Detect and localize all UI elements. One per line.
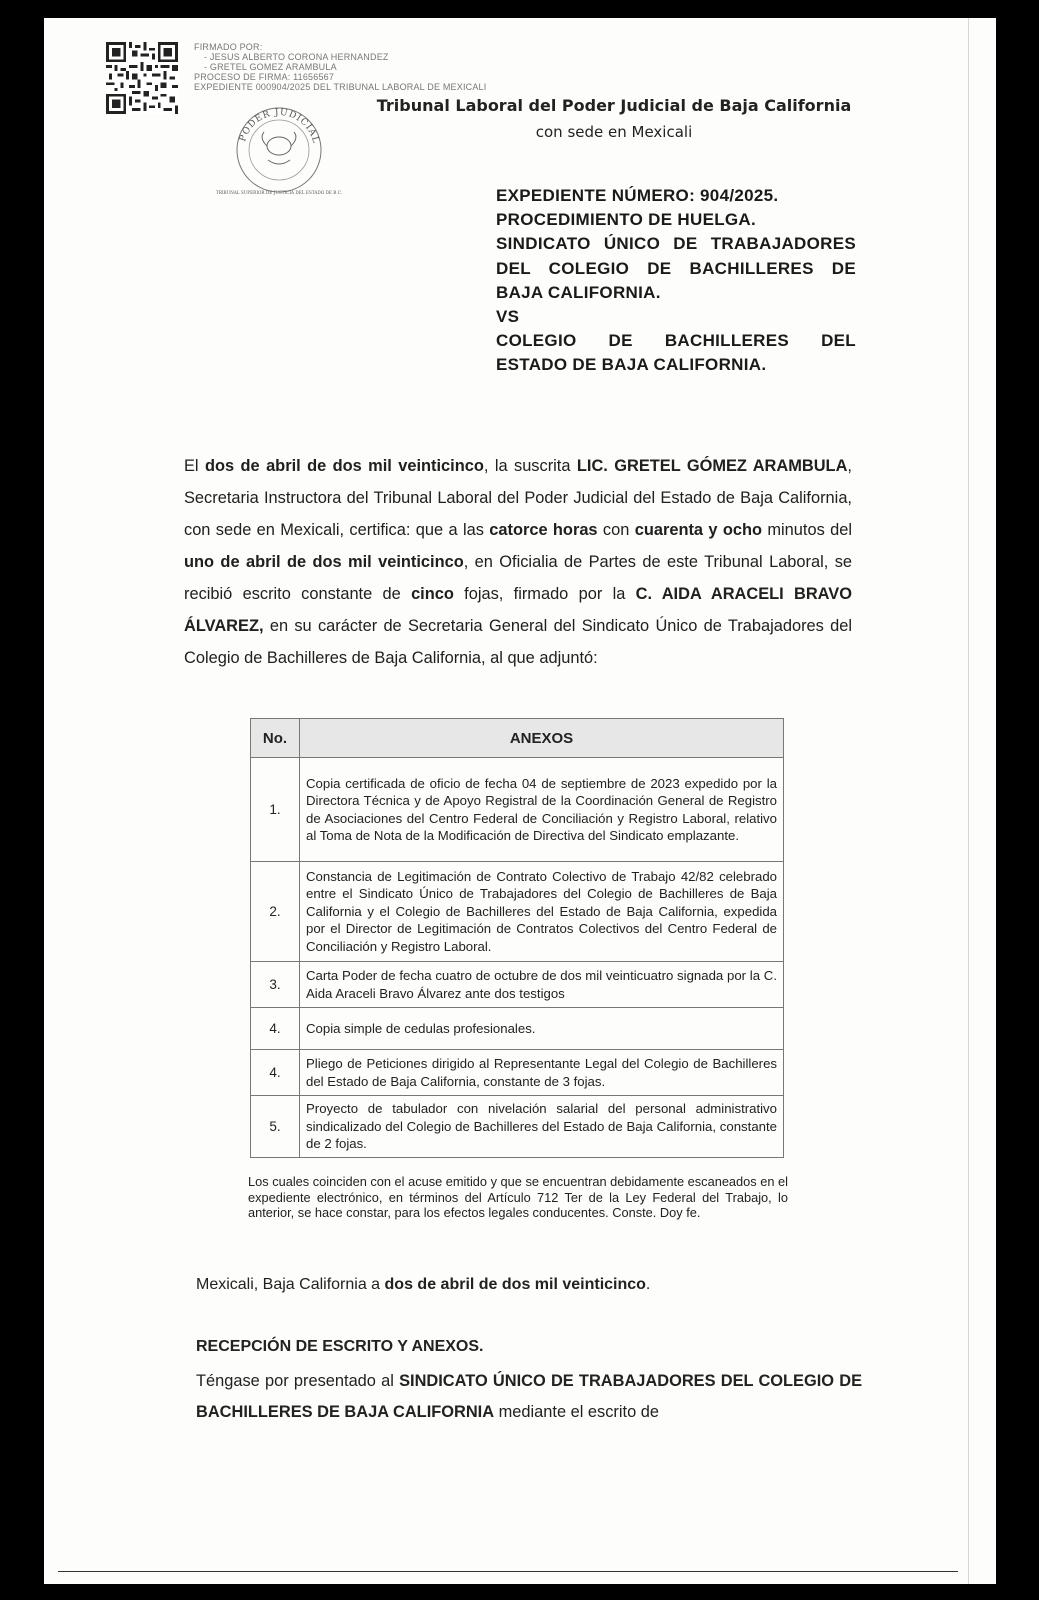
annex-description: Pliego de Peticiones dirigido al Representante Legal del Colegio de Bachilleres del Estado de Baja California, constante de 3 fojas.: [300, 1050, 784, 1096]
court-name: Tribunal Laboral del Poder Judicial de Baja California: [376, 96, 852, 115]
annex-table: [250, 718, 784, 1158]
signature-process: PROCESO DE FIRMA: 11656567: [194, 72, 335, 82]
column-header-no: No.: [251, 719, 300, 758]
annex-description: Carta Poder de fecha cuatro de octubre de dos mil veinticuatro signada por la C. Aida Araceli Bravo Álvarez ante dos testigos: [300, 962, 784, 1008]
qr-code-icon: [106, 42, 178, 114]
signature-header: FIRMADO POR:: [194, 42, 263, 52]
document-page: [44, 18, 996, 1584]
plaintiff-line: DEL COLEGIO DE BACHILLERES DE: [496, 258, 856, 278]
signature-file: EXPEDIENTE 000904/2025 DEL TRIBUNAL LABORAL DE MEXICALI: [194, 82, 487, 92]
text-run: .: [645, 1276, 651, 1293]
table-row: [251, 758, 784, 862]
annex-note: Los cuales coinciden con el acuse emitido y que se encuentran debidamente escaneados en el expediente electrónico, en términos del Artículo 712 Ter de la Ley Federal del Trabajo, lo anterior, se hace constar, para los efectos legales conducentes. Conste. Doy fe.: [248, 1174, 788, 1221]
file-number: EXPEDIENTE NÚMERO: 904/2025.: [496, 186, 779, 205]
annex-number: 5.: [251, 1096, 300, 1158]
table-row: [251, 862, 784, 962]
text-run: minutos del: [762, 521, 852, 539]
case-caption: [496, 184, 856, 378]
annex-description: Proyecto de tabulador con nivelación salarial del personal administrativo sindicalizado del Colegio de Bachilleres del Estado de Baja California, constante de 2 fojas.: [300, 1096, 784, 1158]
signer-name: - JESUS ALBERTO CORONA HERNANDEZ: [204, 52, 389, 62]
text-run: mediante el escrito de: [494, 1403, 659, 1421]
text-run: , en Oficialia de Partes de este Tribunal Laboral, se recibió escrito constante de: [184, 553, 853, 603]
received-date: uno de abril de dos mil veinticinco: [184, 553, 464, 571]
annex-description: Copia certificada de oficio de fecha 04 de septiembre de 2023 expedido por la Directora Técnica y de Apoyo Registral de la Coordinación General de Registro de Asociaciones del Centro Federal de Conciliación y Registro Laboral, relativo al Toma de Nota de la Modificación de Directiva del Sindicato emplazante.: [300, 758, 784, 862]
plaintiff-line: BAJA CALIFORNIA.: [496, 282, 661, 302]
text-run: Mexicali, Baja California a: [196, 1276, 385, 1293]
annex-number: 2.: [251, 862, 300, 962]
table-header-row: [251, 719, 784, 758]
court-seat: con sede en Mexicali: [535, 123, 693, 141]
table-row: [251, 1008, 784, 1050]
signer-name: - GRETEL GOMEZ ARAMBULA: [204, 62, 337, 72]
union-name: SINDICATO ÚNICO DE TRABAJADORES DEL COLEGIO DE BACHILLERES DE BAJA CALIFORNIA: [196, 1372, 862, 1421]
table-row: [251, 962, 784, 1008]
judicial-seal-icon: [214, 88, 344, 198]
table-row: [251, 1050, 784, 1096]
text-run: , Secretaria Instructora del Tribunal Laboral del Poder Judicial del Estado de Baja California, con sede en Mexicali, certifica: que a las: [184, 457, 852, 539]
received-minutes: cuarenta y ocho: [634, 521, 763, 539]
text-run: en su carácter de Secretaria General del Sindicato Único de Trabajadores del Colegio de Bachilleres de Baja California, al que adjuntó:: [184, 617, 852, 667]
secretary-name: LIC. GRETEL GÓMEZ ARAMBULA: [576, 457, 848, 475]
defendant-line: ESTADO DE BAJA CALIFORNIA.: [496, 355, 767, 375]
court-header: [344, 92, 884, 146]
electronic-signature-block: [194, 42, 486, 92]
resolution-date: dos de abril de dos mil veinticinco: [384, 1276, 646, 1293]
plaintiff-line: SINDICATO ÚNICO DE TRABAJADORES: [496, 234, 856, 254]
seal-caption: TRIBUNAL SUPERIOR DE JUSTICIA DEL ESTADO DE B.C.: [215, 190, 343, 195]
signatory-name: C. AIDA ARACELI BRAVO ÁLVAREZ,: [184, 585, 852, 635]
annex-number: 4.: [251, 1008, 300, 1050]
section-heading: RECEPCIÓN DE ESCRITO Y ANEXOS.: [196, 1338, 484, 1355]
page-edge-line: [968, 18, 969, 1584]
column-header-annex: ANEXOS: [300, 719, 784, 758]
text-run: con: [597, 521, 635, 539]
place-date-line: [196, 1276, 650, 1294]
seal-ring-text: PODER JUDICIAL: [238, 107, 321, 145]
table-row: [251, 1096, 784, 1158]
text-run: El: [184, 457, 205, 475]
reception-paragraph: [196, 1366, 862, 1428]
annex-number: 4.: [251, 1050, 300, 1096]
bottom-rule: [58, 1571, 958, 1572]
text-run: fojas, firmado por la: [453, 585, 636, 603]
certification-date: dos de abril de dos mil veinticinco: [204, 457, 484, 475]
certification-paragraph: [184, 450, 852, 674]
defendant-line: COLEGIO DE BACHILLERES DEL: [496, 331, 856, 351]
text-run: , la suscrita: [483, 457, 577, 475]
annex-description: Constancia de Legitimación de Contrato Colectivo de Trabajo 42/82 celebrado entre el Sindicato Único de Trabajadores del Colegio de Bachilleres de Baja California y el Colegio de Bachilleres del Estado de Baja California, expedida por el Director de Legitimación de Contratos Colectivos del Centro Federal de Conciliación y Registro Laboral.: [300, 862, 784, 962]
page-count: cinco: [411, 585, 454, 603]
procedure-type: PROCEDIMIENTO DE HUELGA.: [496, 210, 757, 230]
annex-number: 3.: [251, 962, 300, 1008]
versus-label: VS: [496, 307, 520, 327]
svg-text:PODER JUDICIAL: [238, 108, 320, 145]
annex-description: Copia simple de cedulas profesionales.: [300, 1008, 784, 1050]
annex-number: 1.: [251, 758, 300, 862]
text-run: Téngase por presentado al: [196, 1372, 400, 1390]
received-hour: catorce horas: [489, 521, 598, 539]
